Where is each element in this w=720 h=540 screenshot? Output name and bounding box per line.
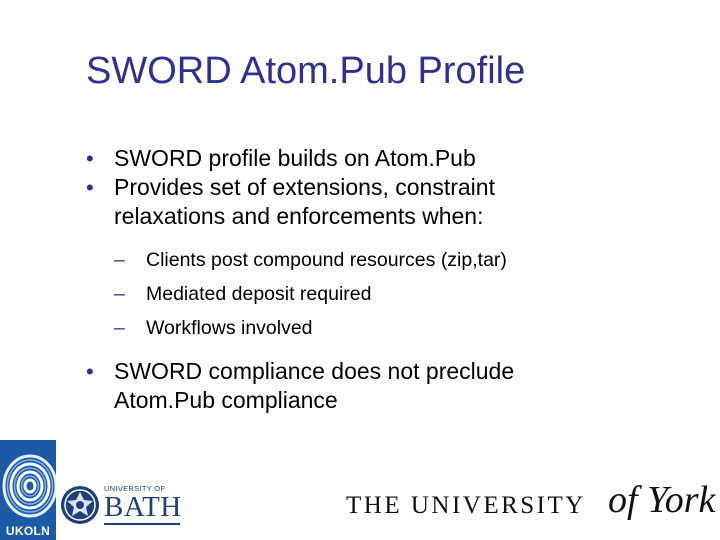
bullet-marker: •: [86, 146, 94, 171]
york-script-wordmark: of York: [608, 479, 716, 521]
bullet-marker: •: [86, 359, 94, 384]
sub-bullet-item: [86, 277, 646, 311]
york-wordmark: THE UNIVERSITY: [346, 492, 586, 519]
bath-underline: [104, 523, 180, 525]
slide-title: SWORD Atom.Pub Profile: [86, 50, 526, 92]
sub-bullet-item: [86, 243, 646, 277]
bullet-text-continued: Atom.Pub compliance: [114, 387, 338, 413]
bullet-text-continued: relaxations and enforcements when:: [114, 203, 484, 229]
ukoln-wordmark: UKOLN: [5, 524, 51, 538]
bullet-list: [86, 144, 646, 415]
bath-crest-icon: [60, 484, 100, 526]
sub-bullet-text: Clients post compound resources (zip,tar): [146, 249, 507, 271]
sub-bullet-marker: –: [114, 317, 125, 339]
bullet-text: SWORD compliance does not preclude: [114, 358, 515, 384]
bullet-item: [86, 357, 646, 415]
sub-bullet-marker: –: [114, 283, 125, 305]
ukoln-logo: [0, 440, 56, 540]
bullet-item: [86, 144, 646, 173]
university-of-york-logo: [346, 478, 716, 534]
sub-bullet-marker: –: [114, 249, 125, 271]
bullet-text: SWORD profile builds on Atom.Pub: [114, 145, 476, 171]
university-of-bath-logo: [60, 478, 182, 528]
ukoln-swirl-icon: [0, 440, 56, 524]
sub-bullet-text: Mediated deposit required: [146, 283, 372, 305]
bath-wordmark: BATH: [104, 491, 182, 523]
sub-bullet-item: [86, 311, 646, 345]
bullet-text: Provides set of extensions, constraint: [114, 174, 495, 200]
bullet-item: [86, 173, 646, 231]
sub-bullet-text: Workflows involved: [146, 317, 313, 339]
bath-small-text: UNIVERSITY OF: [104, 484, 166, 493]
bullet-marker: •: [86, 175, 94, 200]
